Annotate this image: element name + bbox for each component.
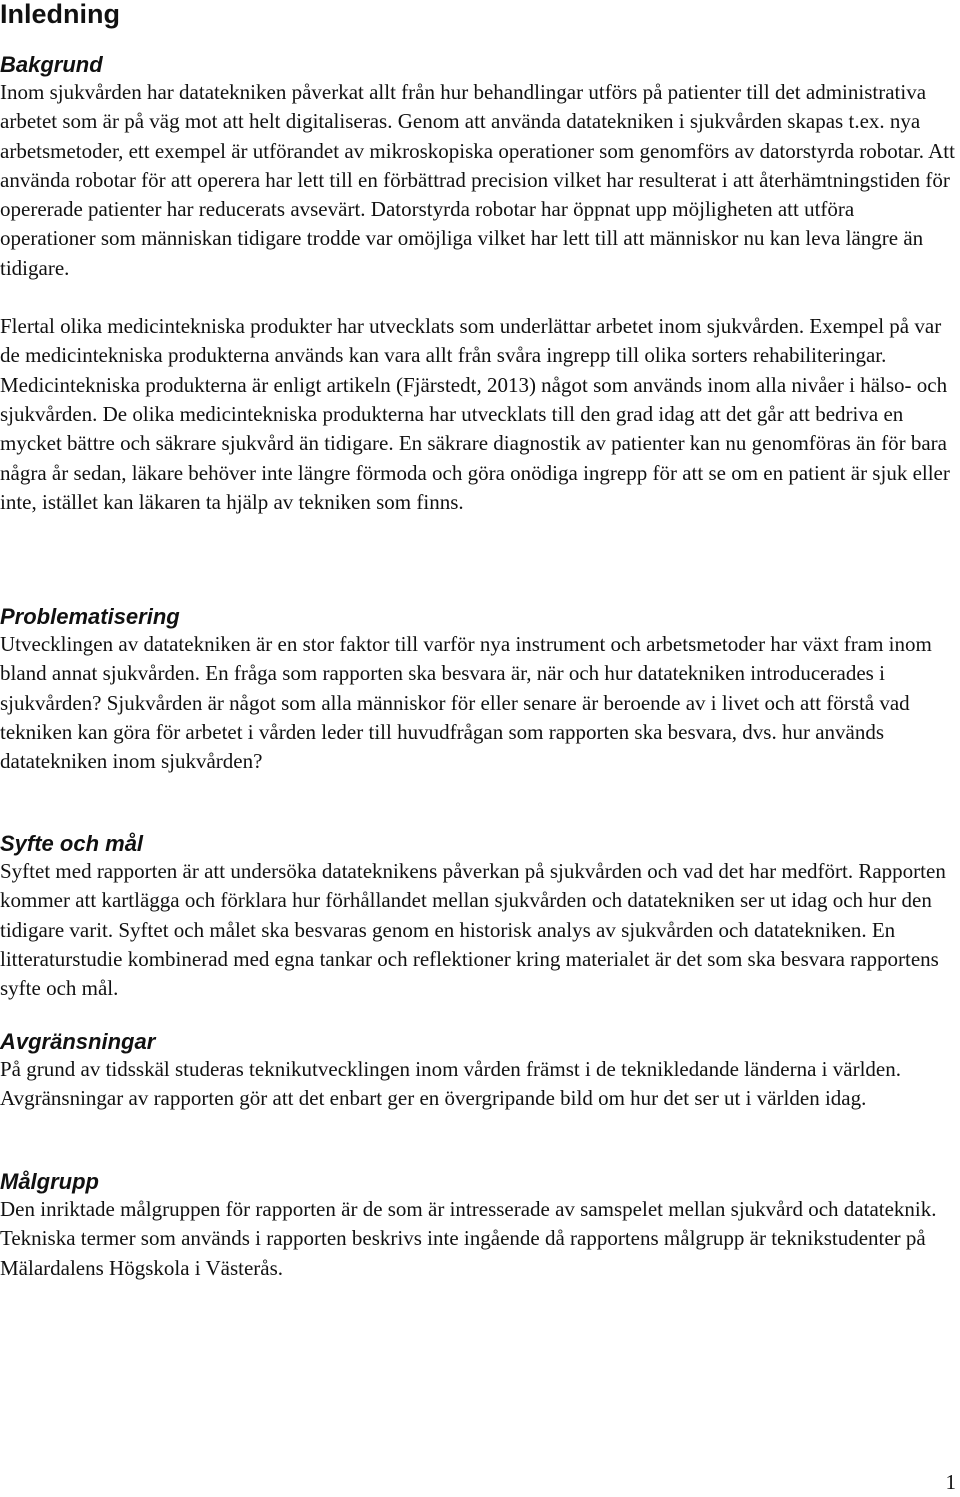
section-heading-bakgrund: Bakgrund bbox=[0, 52, 103, 77]
section-bakgrund bbox=[0, 52, 955, 517]
section-problematisering bbox=[0, 604, 955, 776]
paragraph-problematisering-1: Utvecklingen av datatekniken är en stor faktor till varför nya instrument och arbetsmetoder har växt fram inom bland annat sjukvården. En fråga som rapporten ska besvara är, när och hur datatekniken introducerades i sjukvården? Sjukvården är något som alla människor för eller senare är beroende av i livet och att förstå vad tekniken kan göra för arbetet i vården leder till huvudfrågan som rapporten ska besvara, dvs. hur används datatekniken inom sjukvården? bbox=[0, 632, 932, 774]
section-heading-syfte-och-mal: Syfte och mål bbox=[0, 831, 144, 856]
page-number: 1 bbox=[945, 1470, 956, 1494]
section-avgransningar bbox=[0, 1029, 955, 1114]
paragraph-bakgrund-2: Flertal olika medicintekniska produkter har utvecklats som underlättar arbetet inom sjukvården. Exempel på var de medicintekniska produkterna används kan vara allt från svåra ingrepp till olika sorters rehabiliteringar. Medicintekniska produkterna är enligt artikeln (Fjärstedt, 2013) något som används inom alla nivåer i hälso- och sjukvården. De olika medicintekniska produkterna har utvecklats till den grad idag att det går att bedriva en mycket bättre och säkrare sjukvård än tidigare. En säkrare diagnostik av patienter kan nu genomföras än för bara några år sedan, läkare behöver inte längre förmoda och göra onödiga ingrepp för att se om en patient är sjuk eller inte, istället kan läkaren ta hjälp av tekniken som finns. bbox=[0, 314, 950, 514]
section-heading-malgrupp: Målgrupp bbox=[0, 1169, 99, 1194]
paragraph-bakgrund-1: Inom sjukvården har datatekniken påverkat allt från hur behandlingar utförs på patienter till det administrativa arbetet som är på väg mot att helt digitaliseras. Genom att använda datatekniken i sjukvården skapas t.ex. nya arbetsmetoder, ett exempel är utförandet av mikroskopiska operationer som genomförs av datorstyrda robotar. Att använda robotar för att operera har lett till en förbättrad precision vilket har resulterat i att återhämtningstiden för opererade patienter har reducerats avsevärt. Datorstyrda robotar har öppnat upp möjligheten att utföra operationer som människan tidigare trodde var omöjliga vilket har lett till att människor nu kan leva längre än tidigare. bbox=[0, 80, 955, 280]
section-heading-problematisering: Problematisering bbox=[0, 604, 180, 629]
paragraph-avgransningar-1: På grund av tidsskäl studeras teknikutvecklingen inom vården främst i de teknikledande länderna i världen. Avgränsningar av rapporten gör att det enbart ger en övergripande bild om hur det ser ut i världen idag. bbox=[0, 1057, 901, 1111]
paragraph-malgrupp-1: Den inriktade målgruppen för rapporten är de som är intresserade av samspelet mellan sjukvård och datateknik. Tekniska termer som används i rapporten beskrivs inte ingående då rapportens målgrupp är teknikstudenter på Mälardalens Högskola i Västerås. bbox=[0, 1197, 937, 1280]
section-heading-avgransningar: Avgränsningar bbox=[0, 1029, 156, 1054]
section-syfte-och-mal bbox=[0, 831, 955, 1003]
paragraph-syfte-1: Syftet med rapporten är att undersöka datateknikens påverkan på sjukvården och vad det har medfört. Rapporten kommer att kartlägga och förklara hur förhållandet mellan sjukvården och datatekniken ser ut idag och hur den tidigare varit. Syftet och målet ska besvaras genom en historisk analys av sjukvården och datatekniken. En litteraturstudie kombinerad med egna tankar och reflektioner kring materialet är det som ska besvara rapportens syfte och mål. bbox=[0, 859, 946, 1001]
section-malgrupp bbox=[0, 1169, 955, 1283]
page-title: Inledning bbox=[0, 0, 120, 29]
